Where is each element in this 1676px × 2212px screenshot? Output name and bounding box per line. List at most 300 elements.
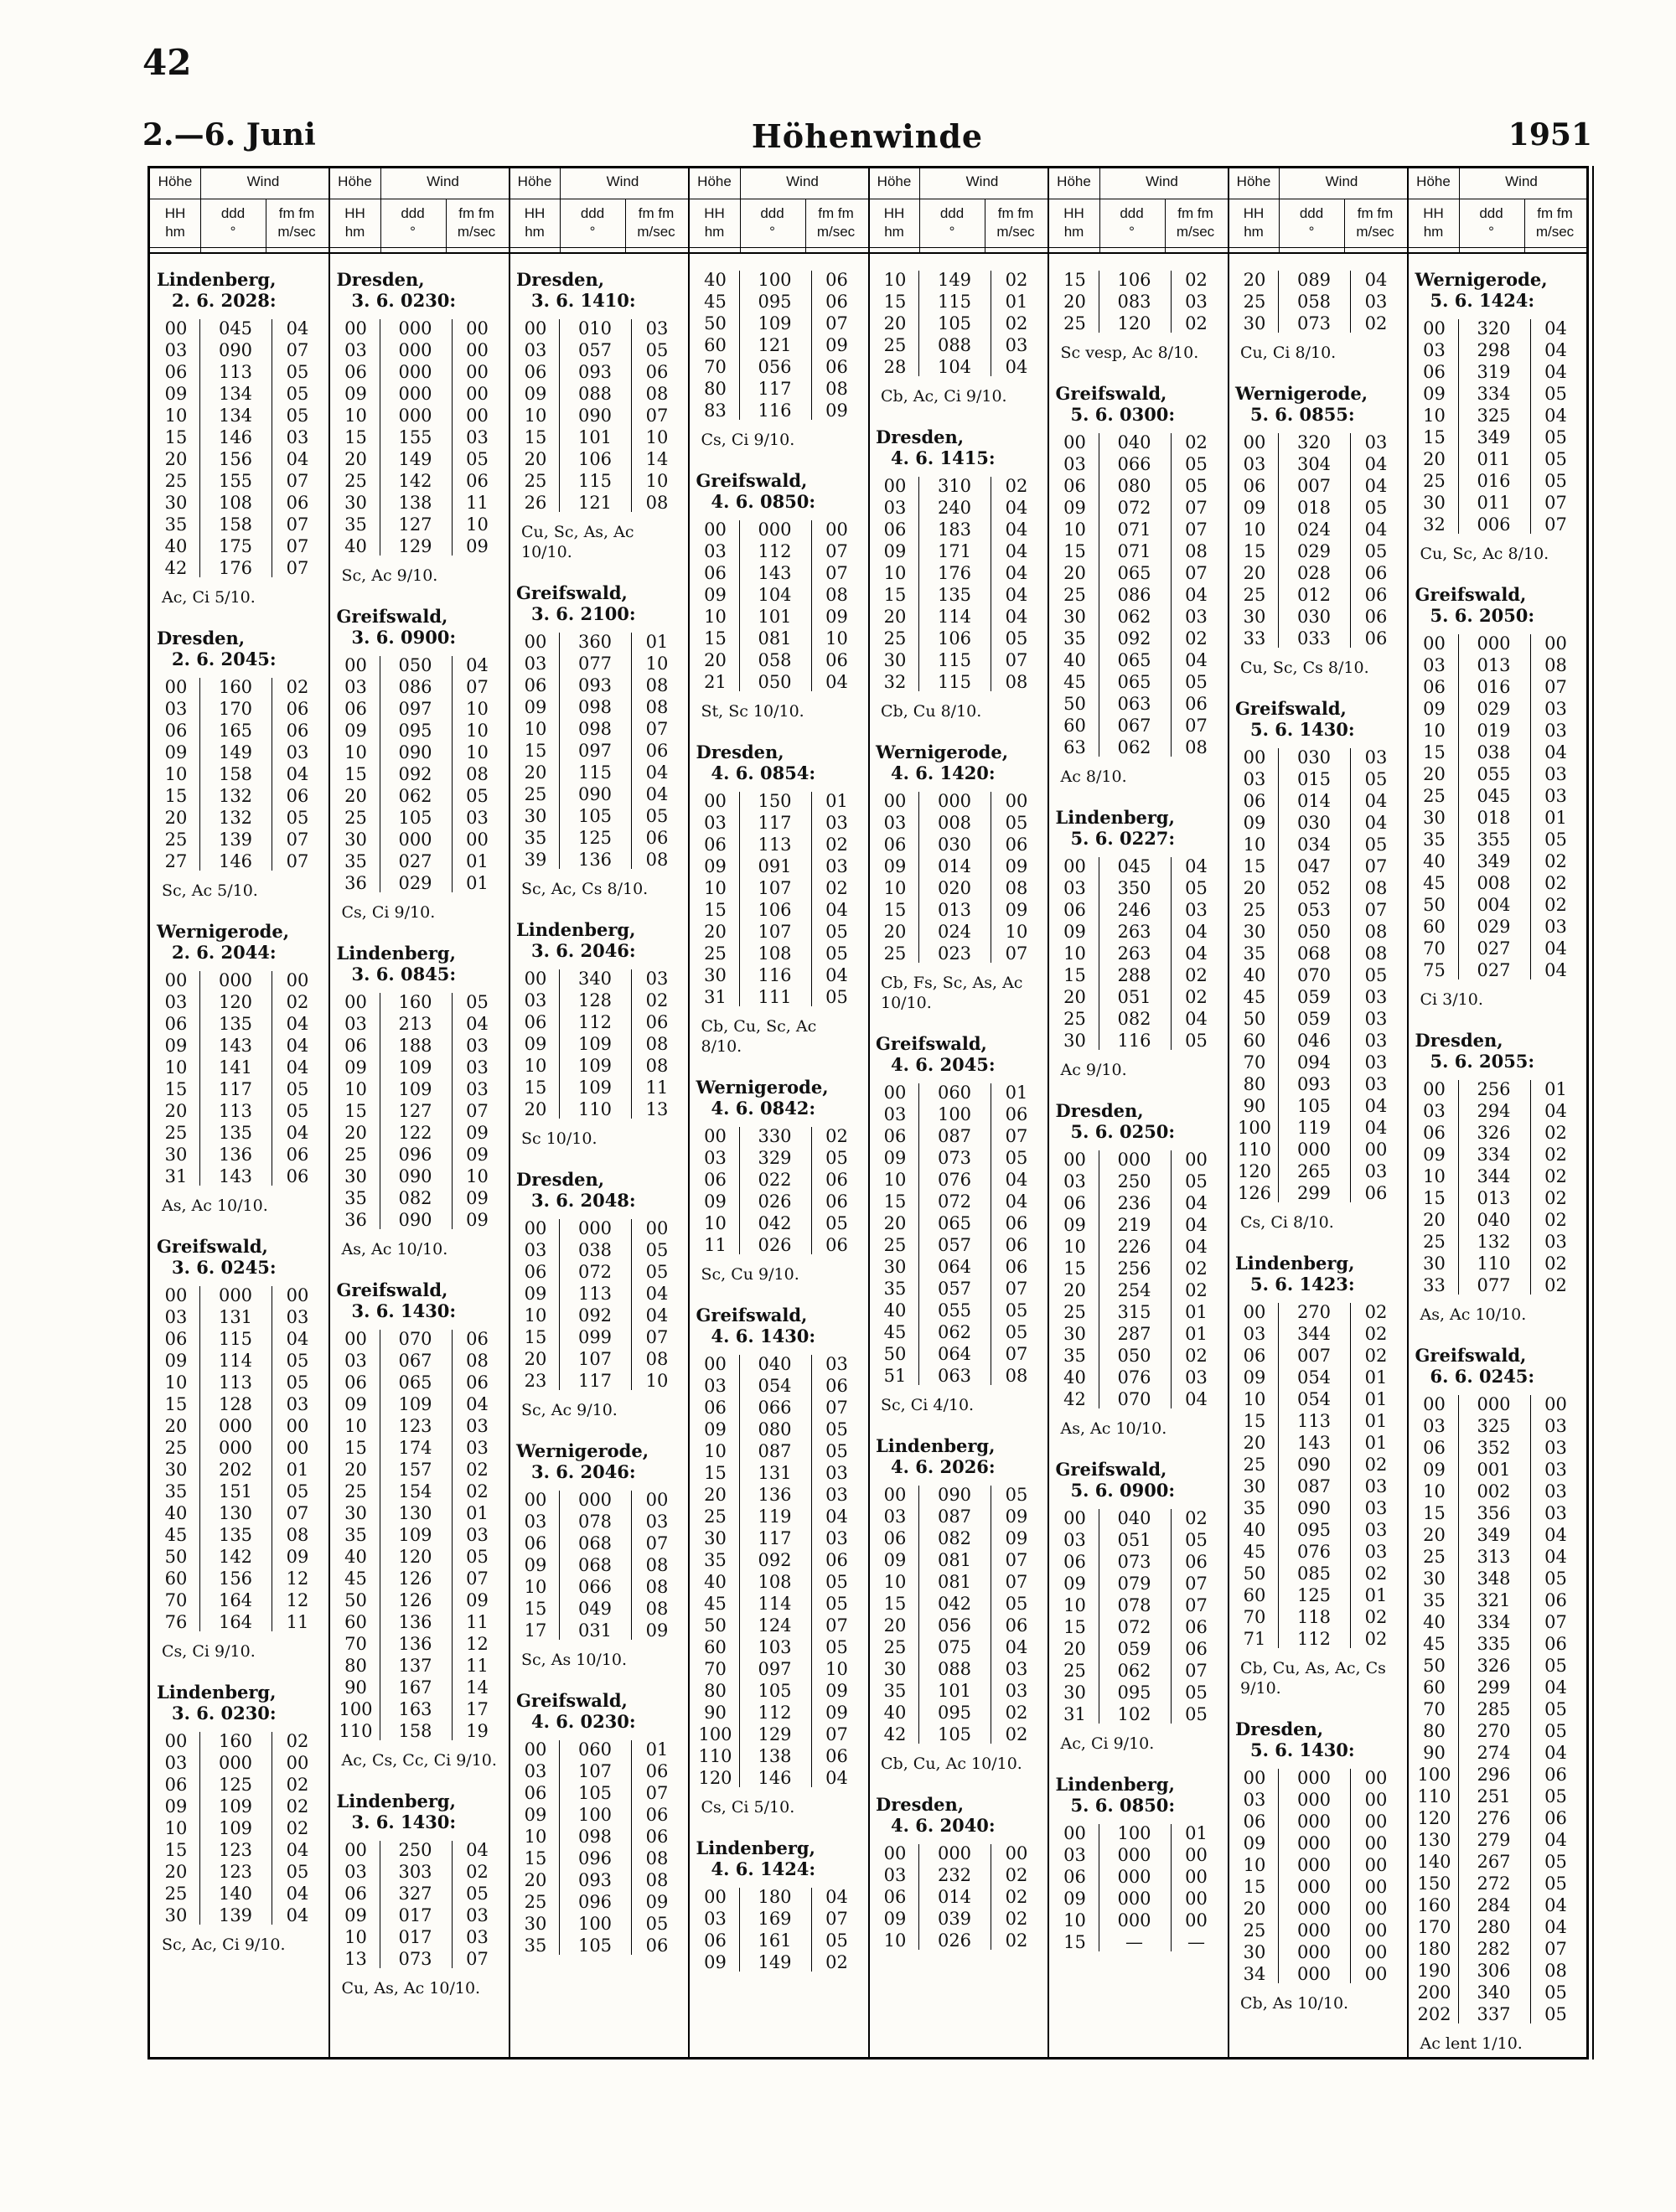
table-row [1054,1149,1224,1171]
table-row [695,855,865,877]
speed-value: 03 [1364,1520,1388,1540]
speed-value: 05 [286,406,309,426]
speed-value: 01 [1364,1367,1388,1388]
speed-value: 05 [825,987,848,1007]
direction-value: 073 [398,1949,432,1969]
station-block [695,742,865,1057]
direction-value: 095 [937,1703,972,1723]
height-value: 00 [883,1843,907,1863]
direction-value: 155 [218,471,253,491]
direction-value: 090 [577,784,613,804]
height-value: 76 [164,1612,188,1632]
station-name: Wernigerode, [1235,383,1368,404]
table-row [335,361,505,383]
speed-value: 02 [1005,1930,1028,1951]
direction-value: 073 [1117,1552,1151,1572]
height-value: 03 [344,1014,367,1034]
direction-value: 000 [398,830,432,850]
speed-value: 07 [1005,1572,1028,1592]
table-row [515,405,685,426]
table-row [335,720,505,742]
height-value: 42 [164,558,188,578]
height-value: 100 [339,1699,373,1719]
table-row [515,1077,685,1098]
height-value: 25 [524,784,547,804]
wind-rows [155,969,325,1187]
speed-value: 05 [1005,1300,1028,1320]
direction-value: 076 [937,1170,972,1190]
table-row [1414,698,1585,720]
height-value: 10 [164,764,188,784]
speed-value: 00 [1364,1768,1388,1788]
table-row [335,1677,505,1698]
speed-value: 09 [466,1123,489,1143]
table-row [335,1372,505,1393]
height-value: 09 [883,1550,907,1570]
direction-value: 146 [218,427,253,447]
direction-value: 356 [1477,1503,1511,1523]
table-row [1054,291,1224,313]
table-row [695,1930,865,1951]
height-value: 09 [883,1148,907,1168]
height-value: 03 [883,1104,907,1124]
station-name: Greifswald, [1055,1459,1167,1480]
speed-value: 04 [1005,357,1028,377]
direction-value: 067 [398,1351,432,1371]
height-value: 09 [344,1394,367,1414]
height-value: 03 [524,1761,547,1781]
speed-value: 04 [1544,1895,1567,1915]
speed-value: 02 [1185,1508,1208,1528]
speed-value: 14 [466,1677,489,1698]
direction-value: 095 [1296,1520,1332,1540]
table-row [335,1437,505,1459]
direction-value: 000 [577,1218,613,1238]
table-row [874,921,1044,943]
speed-value: 02 [286,992,309,1012]
table-row [1054,1345,1224,1367]
height-value: 25 [1243,1455,1266,1475]
table-row [695,1549,865,1571]
station-name: Wernigerode, [876,742,1009,762]
table-row [874,812,1044,834]
direction-value: 113 [577,1284,613,1304]
direction-value: 088 [937,1659,972,1679]
table-row [1234,519,1404,540]
table-row [1054,693,1224,715]
speed-value: 06 [825,1746,848,1766]
direction-value: 107 [577,1761,613,1781]
height-value: 32 [883,672,907,692]
table-row [1234,606,1404,628]
table-row [695,540,865,562]
height-value: 75 [1423,960,1446,980]
direction-value: 065 [1117,650,1151,670]
direction-value: 047 [1296,856,1332,876]
speed-value: 05 [286,808,309,828]
height-value: 20 [524,1349,547,1369]
height-value: 15 [164,1840,188,1860]
table-row [1234,855,1404,877]
height-value: 15 [344,764,367,784]
speed-value: 02 [1364,1629,1388,1649]
height-value: 51 [883,1366,907,1386]
header-wind: Wind [246,173,280,189]
table-row [155,339,325,361]
height-value: 180 [1417,1939,1451,1959]
table-row [874,1658,1044,1680]
table-row [1054,1931,1224,1953]
height-value: 03 [1423,1101,1446,1121]
speed-value: 03 [286,742,309,762]
height-value: 00 [704,1354,727,1374]
height-value: 15 [344,427,367,447]
speed-value: 01 [645,632,669,652]
height-value: 160 [1417,1895,1451,1915]
table-row [1414,1524,1585,1546]
height-value: 35 [1423,830,1446,850]
speed-value: 07 [286,1503,309,1523]
height-value: 30 [1063,607,1086,627]
speed-value: 01 [286,1460,309,1480]
direction-value: 098 [577,1827,613,1847]
height-value: 15 [1243,1877,1266,1897]
speed-value: 06 [1185,1617,1208,1637]
table-row [1054,1822,1224,1844]
header-msec: m/sec [457,224,496,240]
height-value: 03 [1063,454,1086,474]
height-value: 06 [1063,1193,1086,1213]
speed-value: 03 [466,427,489,447]
height-value: 30 [883,1257,907,1277]
table-row [515,1305,685,1326]
speed-value: 11 [466,493,489,513]
cloud-note: Cs, Ci 8/10. [1240,1213,1334,1232]
direction-value: 000 [937,1843,972,1863]
height-value: 15 [1063,270,1086,290]
direction-value: 000 [577,1490,613,1510]
speed-value: 12 [286,1569,309,1589]
observation-time: 4. 6. 0842: [711,1098,816,1119]
table-row [155,1393,325,1415]
table-row [335,1350,505,1372]
table-row [1414,1253,1585,1274]
height-value: 60 [704,335,727,355]
direction-value: 090 [398,1166,432,1186]
table-row [515,1098,685,1120]
height-value: 09 [704,1191,727,1212]
speed-value: 03 [1185,607,1208,627]
table-row [1054,855,1224,877]
table-row [1414,1655,1585,1677]
speed-value: 02 [1544,873,1567,893]
table-row [1414,1568,1585,1589]
station-name: Greifswald, [876,1033,987,1054]
direction-value: 125 [1296,1585,1332,1605]
speed-value: 04 [1005,563,1028,583]
speed-value: 07 [1185,519,1208,540]
table-row [155,1372,325,1393]
table-row [335,1568,505,1589]
speed-value: 03 [645,1512,669,1532]
table-row [1414,1894,1585,1916]
height-value: 30 [1423,1569,1446,1589]
table-row [155,448,325,470]
speed-value: 04 [1185,1009,1208,1029]
speed-value: 04 [1544,362,1567,382]
direction-value: 232 [937,1865,972,1885]
speed-value: 04 [1185,922,1208,942]
direction-value: 014 [937,1887,972,1907]
speed-value: 03 [825,1485,848,1505]
speed-value: 04 [1544,406,1567,426]
height-value: 06 [164,1775,188,1795]
direction-value: 105 [577,806,613,826]
speed-value: 03 [1185,292,1208,312]
direction-value: 101 [758,607,792,627]
table-column [1409,168,1589,2057]
height-value: 30 [164,1145,188,1165]
wind-rows [155,318,325,579]
table-row [1054,1616,1224,1638]
direction-value: 313 [1477,1547,1511,1567]
station-name: Lindenberg, [1055,807,1175,828]
speed-value: 09 [825,1703,848,1723]
height-value: 06 [704,835,727,855]
table-row [874,1321,1044,1343]
height-value: 80 [704,379,727,399]
cloud-note: Sc, Ci 4/10. [881,1396,975,1414]
direction-value: 014 [937,856,972,876]
speed-value: 04 [1185,943,1208,964]
direction-value: 123 [218,1862,253,1882]
table-row [874,1908,1044,1930]
header-hh: HH [524,205,546,221]
height-value: 06 [344,699,367,719]
direction-value: 117 [758,379,792,399]
station-block [1414,1345,1585,2054]
direction-value: 000 [1477,1394,1511,1414]
speed-value: 01 [1364,1411,1388,1431]
direction-value: 030 [1296,607,1332,627]
table-row [874,1300,1044,1321]
height-value: 120 [698,1768,732,1788]
header-hohe: Höhe [1057,173,1091,189]
table-row [1054,943,1224,964]
direction-value: 276 [1477,1808,1511,1828]
direction-value: 095 [1117,1682,1151,1703]
speed-value: 02 [1185,1258,1208,1279]
table-row [335,1415,505,1437]
height-value: 80 [704,1681,727,1701]
direction-value: 000 [758,519,792,540]
height-value: 20 [1063,1639,1086,1659]
direction-value: 161 [758,1930,792,1951]
direction-value: 127 [398,514,432,535]
table-row [695,1484,865,1506]
height-value: 30 [1243,922,1266,942]
table-row [695,899,865,921]
height-value: 03 [524,340,547,360]
direction-value: 065 [398,1372,432,1393]
table-column [330,168,510,2057]
observation-time: 5. 6. 1423: [1250,1274,1355,1295]
speed-value: 06 [1185,1639,1208,1659]
table-row [695,964,865,986]
direction-value: 000 [1296,1899,1332,1919]
direction-value: 326 [1477,1123,1511,1143]
direction-value: 279 [1477,1830,1511,1850]
table-row [335,1209,505,1231]
table-row [1234,1941,1404,1963]
direction-value: 099 [577,1327,613,1347]
speed-value: 04 [1544,318,1567,339]
table-row [515,740,685,762]
table-row [515,631,685,653]
header-hm: hm [1423,224,1444,240]
direction-value: 104 [937,357,972,377]
height-value: 06 [524,362,547,382]
direction-value: 029 [398,873,432,893]
header-degree: ° [1488,224,1494,240]
direction-value: 039 [937,1909,972,1929]
speed-value: 03 [1185,1367,1208,1388]
table-row [515,1804,685,1826]
wind-rows [515,968,685,1120]
header-degree: ° [410,224,416,240]
station-name: Wernigerode, [157,921,290,942]
wind-rows [335,654,505,894]
table-row [874,1343,1044,1365]
table-row [1054,1507,1224,1529]
wind-rows [695,1886,865,1973]
table-row [335,1926,505,1948]
height-value: 60 [1063,716,1086,736]
table-row [155,492,325,514]
speed-value: 08 [1544,655,1567,675]
speed-value: 04 [645,1284,669,1304]
height-value: 35 [1243,1498,1266,1518]
table-row [1414,383,1585,405]
direction-value: 329 [758,1148,792,1168]
table-row [515,1826,685,1848]
speed-value: 05 [1544,449,1567,469]
direction-value: 325 [1477,406,1511,426]
speed-value: 05 [1544,2004,1567,2024]
year: 1951 [1508,117,1592,152]
speed-value: 00 [286,1753,309,1773]
table-row [1234,1117,1404,1139]
direction-value: 180 [758,1887,792,1907]
speed-value: 04 [286,1014,309,1034]
cloud-note: Sc, Ac 5/10. [162,881,258,900]
speed-value: 03 [1544,1232,1567,1252]
height-value: 00 [344,655,367,675]
speed-value: 06 [1005,1104,1028,1124]
table-row [155,1284,325,1306]
speed-value: 06 [825,1170,848,1190]
table-row [1234,790,1404,812]
wind-rows [874,269,1044,378]
direction-value: 062 [1117,607,1151,627]
direction-value: 171 [937,541,972,561]
direction-value: 131 [218,1307,253,1327]
direction-value: 050 [1117,1346,1151,1366]
cloud-note: Cb, Cu, Ac 10/10. [881,1755,1022,1773]
table-row [335,514,505,535]
speed-value: 03 [1544,1503,1567,1523]
table-row [155,1013,325,1035]
speed-value: 07 [1185,1574,1208,1594]
direction-value: 157 [398,1460,432,1480]
table-row [515,805,685,827]
header-hm: hm [704,224,725,240]
direction-value: 299 [1296,1183,1332,1203]
observation-time: 4. 6. 2040: [891,1815,996,1836]
height-value: 10 [1063,519,1086,540]
height-value: 60 [164,1569,188,1589]
table-row [695,1658,865,1680]
direction-value: 050 [758,672,792,692]
height-value: 25 [1063,313,1086,333]
speed-value: 03 [466,1525,489,1545]
station-name: Greifswald, [696,1305,808,1326]
speed-value: 02 [1544,851,1567,871]
direction-value: 034 [1296,835,1332,855]
direction-value: 115 [218,1329,253,1349]
height-value: 06 [1243,1346,1266,1366]
direction-value: 142 [398,471,432,491]
direction-value: 334 [1477,384,1511,404]
speed-value: 06 [645,828,669,848]
direction-value: 128 [218,1394,253,1414]
header-hm: hm [1063,224,1084,240]
cloud-note: Sc, Ac 9/10. [521,1401,618,1419]
table-row [1234,1898,1404,1920]
cloud-note: Sc, Ac, Cs 8/10. [521,880,649,898]
height-value: 40 [1243,965,1266,985]
observation-time: 5. 6. 2055: [1430,1051,1535,1072]
table-row [695,1397,865,1419]
table-row [1234,1008,1404,1030]
header-ddd: ddd [760,205,784,221]
table-row [1054,1910,1224,1931]
height-value: 15 [524,427,547,447]
speed-value: 05 [466,992,489,1012]
table-row [155,1904,325,1926]
height-value: 09 [704,1952,727,1972]
speed-value: 05 [1364,769,1388,789]
height-value: 15 [883,1594,907,1614]
direction-value: 146 [218,851,253,871]
table-row [335,1078,505,1100]
table-row [1234,269,1404,291]
speed-value: 05 [1005,1485,1028,1505]
direction-value: 076 [1117,1367,1151,1388]
height-value: 70 [704,357,727,377]
station-block [335,1791,505,1998]
table-row [874,649,1044,671]
table-row [1054,649,1224,671]
direction-value: 040 [1477,1210,1511,1230]
direction-value: 027 [1477,938,1511,959]
speed-value: 06 [286,493,309,513]
observation-time: 3. 6. 0230: [351,290,457,311]
direction-value: 055 [1477,764,1511,784]
speed-value: 04 [286,318,309,339]
direction-value: 056 [937,1615,972,1636]
speed-value: 05 [466,786,489,806]
